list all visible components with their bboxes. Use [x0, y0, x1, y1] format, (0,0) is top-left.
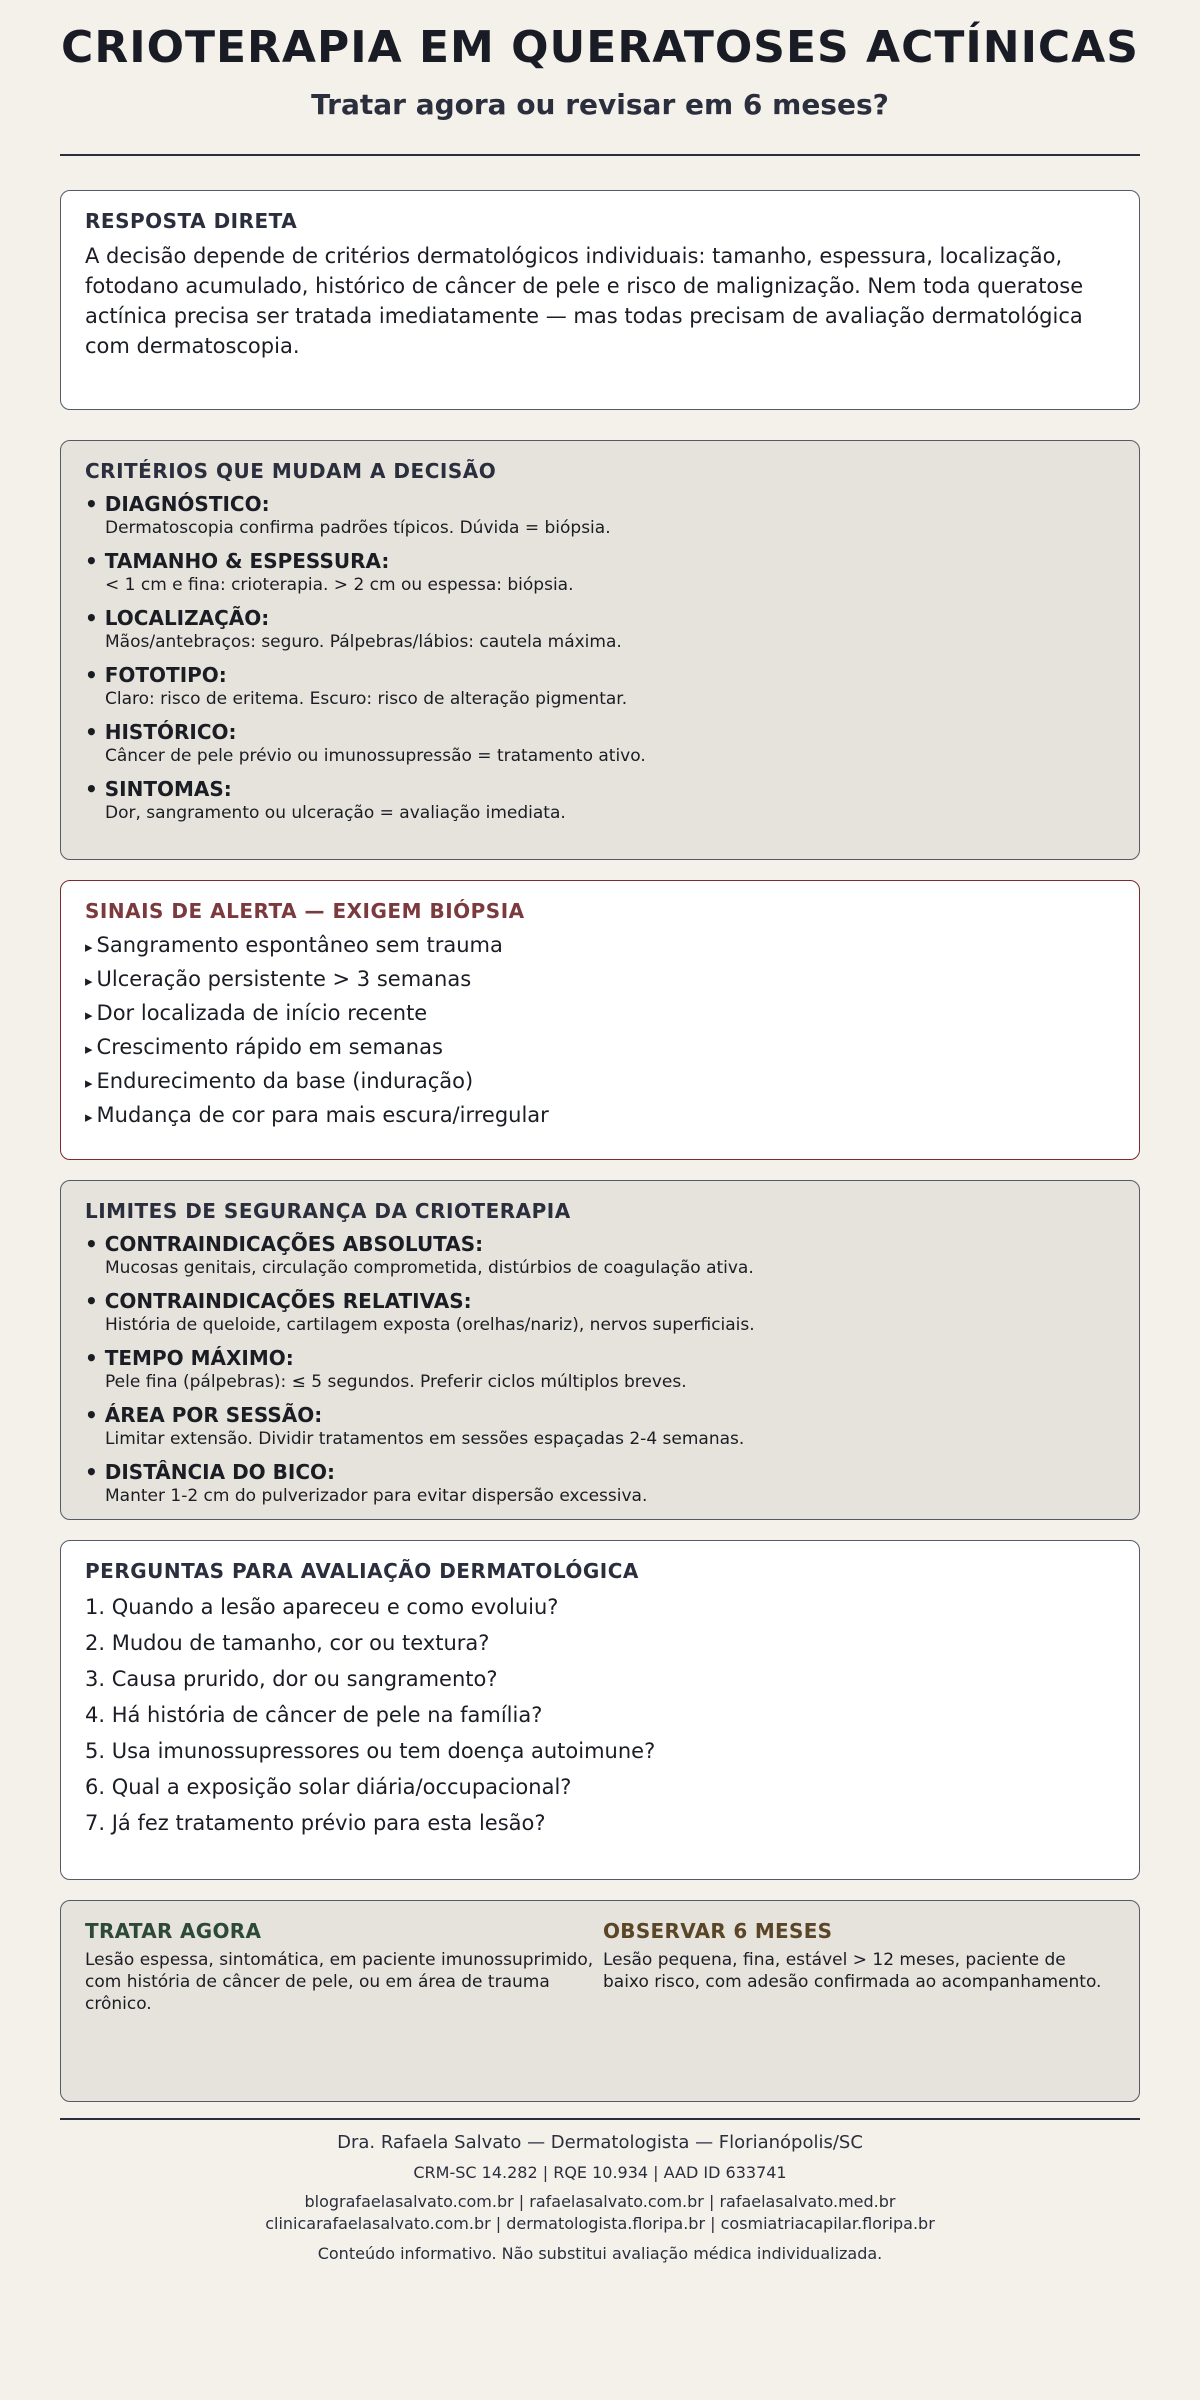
criteria-item-desc: Dermatoscopia confirma padrões típicos. Dúvida = biópsia. [105, 518, 611, 538]
safety-limit-item: • CONTRAINDICAÇÕES RELATIVAS: História de queloide, cartilagem exposta (orelhas/nariz), nervos superficiais. [85, 1288, 1115, 1336]
safety-limit-item: • ÁREA POR SESSÃO: Limitar extensão. Dividir tratamentos em sessões espaçadas 2-4 semanas. [85, 1402, 1115, 1450]
questions-card [60, 1540, 1140, 1880]
alert-sign-item: ▸ Sangramento espontâneo sem trauma [85, 933, 503, 957]
footer-links-line2: clinicarafaelasalvato.com.br | dermatologista.floripa.br | cosmiatriacapilar.floripa.br [265, 2214, 935, 2233]
observe-column [603, 1919, 1115, 2015]
question-item: 3. Causa prurido, dor ou sangramento? [85, 1667, 498, 1691]
footer-author: Dra. Rafaela Salvato — Dermatologista — Florianópolis/SC [337, 2132, 863, 2153]
question-item: 4. Há história de câncer de pele na família? [85, 1703, 543, 1727]
question-item: 1. Quando a lesão apareceu e como evoluiu? [85, 1595, 559, 1619]
safety-limits-title: LIMITES DE SEGURANÇA DA CRIOTERAPIA [85, 1199, 571, 1223]
observe-title: OBSERVAR 6 MESES [603, 1919, 833, 1943]
alert-sign-item: ▸ Mudança de cor para mais escura/irregular [85, 1103, 549, 1127]
safety-limit-desc: História de queloide, cartilagem exposta (orelhas/nariz), nervos superficiais. [105, 1315, 755, 1335]
footer-divider [60, 2118, 1140, 2120]
direct-answer-title: RESPOSTA DIRETA [85, 209, 298, 233]
footer-links-line1: blografaelasalvato.com.br | rafaelasalvato.com.br | rafaelasalvato.med.br [304, 2192, 896, 2211]
alert-sign-item: ▸ Dor localizada de início recente [85, 1001, 428, 1025]
treat-now-title: TRATAR AGORA [85, 1919, 262, 1943]
alert-sign-item: ▸ Crescimento rápido em semanas [85, 1035, 443, 1059]
safety-limit-head: TEMPO MÁXIMO: [104, 1346, 294, 1370]
criteria-item: • TAMANHO & ESPESSURA: < 1 cm e fina: crioterapia. > 2 cm ou espessa: biópsia. [85, 548, 1115, 596]
criteria-item: • FOTOTIPO: Claro: risco de eritema. Escuro: risco de alteração pigmentar. [85, 662, 1115, 710]
footer-disclaimer: Conteúdo informativo. Não substitui avaliação médica individualizada. [317, 2244, 883, 2263]
criteria-item-desc: < 1 cm e fina: crioterapia. > 2 cm ou espessa: biópsia. [105, 575, 574, 595]
safety-limits-list [85, 1231, 1115, 1507]
questions-title: PERGUNTAS PARA AVALIAÇÃO DERMATOLÓGICA [85, 1559, 639, 1583]
safety-limits-card [60, 1180, 1140, 1520]
safety-limit-head: ÁREA POR SESSÃO: [104, 1403, 323, 1427]
alert-signs-title: SINAIS DE ALERTA — EXIGEM BIÓPSIA [85, 899, 525, 923]
safety-limit-item: • DISTÂNCIA DO BICO: Manter 1-2 cm do pulverizador para evitar dispersão excessiva. [85, 1459, 1115, 1507]
triangle-bullet-icon: ▸ [85, 1040, 93, 1058]
treat-now-text: Lesão espessa, sintomática, em paciente imunossuprimido, com história de câncer de pele, ou em área de trauma crônico. [85, 1950, 594, 2014]
question-item: 7. Já fez tratamento prévio para esta lesão? [85, 1811, 546, 1835]
criteria-item-head: HISTÓRICO: [104, 720, 237, 744]
criteria-item: • HISTÓRICO: Câncer de pele prévio ou imunossupressão = tratamento ativo. [85, 719, 1115, 767]
criteria-item-head: LOCALIZAÇÃO: [104, 606, 270, 630]
criteria-item: • SINTOMAS: Dor, sangramento ou ulceração = avaliação imediata. [85, 776, 1115, 824]
criteria-card [60, 440, 1140, 860]
triangle-bullet-icon: ▸ [85, 972, 93, 990]
criteria-item-desc: Dor, sangramento ou ulceração = avaliação imediata. [105, 803, 566, 823]
criteria-item-desc: Câncer de pele prévio ou imunossupressão = tratamento ativo. [105, 746, 646, 766]
header-divider [60, 154, 1140, 156]
safety-limit-desc: Manter 1-2 cm do pulverizador para evitar dispersão excessiva. [105, 1486, 648, 1506]
triangle-bullet-icon: ▸ [85, 938, 93, 956]
alert-sign-item: ▸ Ulceração persistente > 3 semanas [85, 967, 472, 991]
observe-text: Lesão pequena, fina, estável > 12 meses, paciente de baixo risco, com adesão confirmada ao acompanhamento. [603, 1950, 1102, 1992]
questions-list [85, 1589, 1115, 1841]
criteria-item-head: FOTOTIPO: [104, 663, 227, 687]
safety-limit-item: • TEMPO MÁXIMO: Pele fina (pálpebras): ≤ 5 segundos. Preferir ciclos múltiplos breves. [85, 1345, 1115, 1393]
question-item: 6. Qual a exposição solar diária/occupacional? [85, 1775, 572, 1799]
criteria-item-head: SINTOMAS: [104, 777, 232, 801]
safety-limit-desc: Limitar extensão. Dividir tratamentos em sessões espaçadas 2-4 semanas. [105, 1429, 745, 1449]
direct-answer-text: A decisão depende de critérios dermatológicos individuais: tamanho, espessura, localização, fotodano acumulado, histórico de câncer de pele e risco de malignização. Nem toda queratose actínica precisa ser tratada imediatamente — mas todas precisam de avaliação dermatológica com dermatoscopia. [85, 244, 1084, 358]
safety-limit-head: DISTÂNCIA DO BICO: [104, 1460, 335, 1484]
safety-limit-head: CONTRAINDICAÇÕES RELATIVAS: [104, 1289, 472, 1313]
safety-limit-item: • CONTRAINDICAÇÕES ABSOLUTAS: Mucosas genitais, circulação comprometida, distúrbios de coagulação ativa. [85, 1231, 1115, 1279]
safety-limit-head: CONTRAINDICAÇÕES ABSOLUTAS: [104, 1232, 484, 1256]
question-item: 5. Usa imunossupressores ou tem doença autoimune? [85, 1739, 656, 1763]
criteria-item-head: DIAGNÓSTICO: [104, 492, 270, 516]
decision-columns [85, 1919, 1115, 2015]
question-item: 2. Mudou de tamanho, cor ou textura? [85, 1631, 490, 1655]
safety-limit-desc: Mucosas genitais, circulação comprometida, distúrbios de coagulação ativa. [105, 1258, 754, 1278]
safety-limit-desc: Pele fina (pálpebras): ≤ 5 segundos. Preferir ciclos múltiplos breves. [105, 1372, 687, 1392]
triangle-bullet-icon: ▸ [85, 1074, 93, 1092]
criteria-item: • LOCALIZAÇÃO: Mãos/antebraços: seguro. Pálpebras/lábios: cautela máxima. [85, 605, 1115, 653]
triangle-bullet-icon: ▸ [85, 1006, 93, 1024]
direct-answer-card [60, 190, 1140, 410]
treat-now-column [85, 1919, 597, 2015]
criteria-list [85, 491, 1115, 824]
criteria-item-desc: Mãos/antebraços: seguro. Pálpebras/lábios: cautela máxima. [105, 632, 622, 652]
triangle-bullet-icon: ▸ [85, 1108, 93, 1126]
criteria-item-head: TAMANHO & ESPESSURA: [104, 549, 390, 573]
page-title: CRIOTERAPIA EM QUERATOSES ACTÍNICAS [61, 22, 1139, 73]
footer-registry: CRM-SC 14.282 | RQE 10.934 | AAD ID 633741 [413, 2163, 787, 2182]
criteria-title: CRITÉRIOS QUE MUDAM A DECISÃO [85, 459, 497, 483]
decision-card [60, 1900, 1140, 2102]
alert-signs-list [85, 929, 1115, 1133]
criteria-item: • DIAGNÓSTICO: Dermatoscopia confirma padrões típicos. Dúvida = biópsia. [85, 491, 1115, 539]
alert-sign-item: ▸ Endurecimento da base (induração) [85, 1069, 474, 1093]
alert-signs-card [60, 880, 1140, 1160]
page-subtitle: Tratar agora ou revisar em 6 meses? [311, 88, 889, 121]
criteria-item-desc: Claro: risco de eritema. Escuro: risco de alteração pigmentar. [105, 689, 628, 709]
